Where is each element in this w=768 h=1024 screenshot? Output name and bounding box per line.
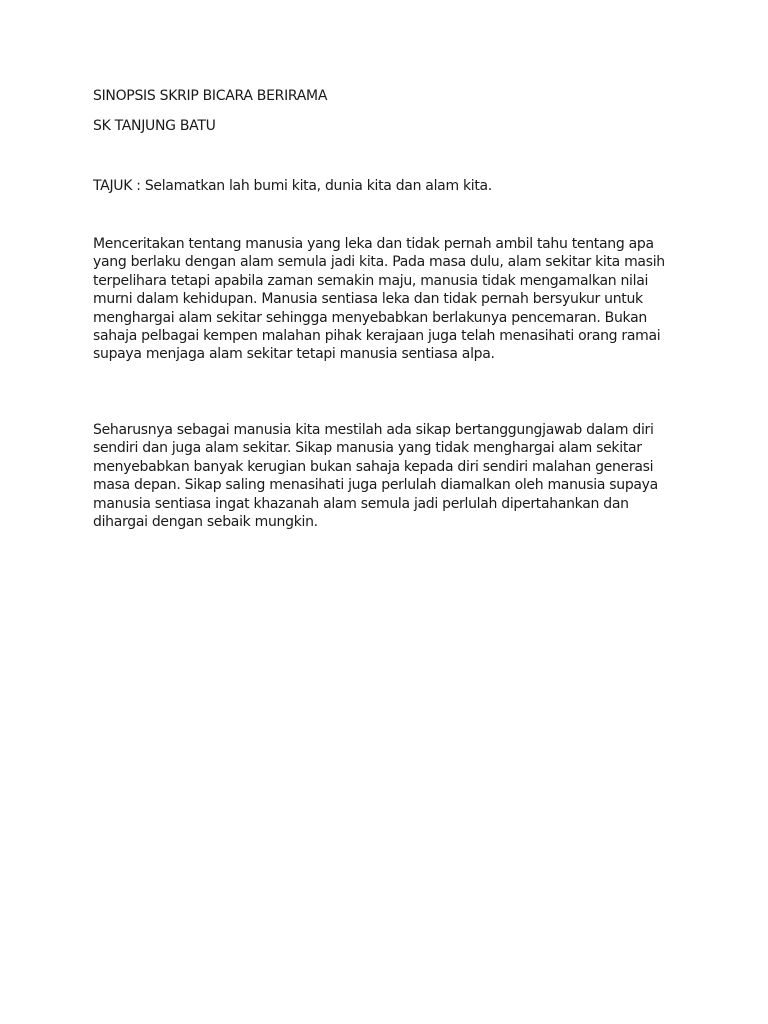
synopsis-paragraph-1: Menceritakan tentang manusia yang leka dan tidak pernah ambil tahu tentang apa yang berlaku dengan alam semula jadi kita. Pada masa dulu, alam sekitar kita masih terpelihara tetapi apabila zaman semakin maju, manusia tidak mengamalkan nilai murni dalam kehidupan. Manusia sentiasa leka dan tidak pernah bersyukur untuk menghargai alam sekitar sehingga menyebabkan berlakunya pencemaran. Bukan sahaja pelbagai kempen malahan pihak kerajaan juga telah menasihati orang ramai supaya menjaga alam sekitar tetapi manusia sentiasa alpa. bbox=[93, 236, 665, 363]
synopsis-paragraph-2: Seharusnya sebagai manusia kita mestilah ada sikap bertanggungjawab dalam diri sendiri dan juga alam sekitar. Sikap manusia yang tidak menghargai alam sekitar menyebabkan banyak kerugian bukan sahaja kepada diri sendiri malahan generasi masa depan. Sikap saling menasihati juga perlulah diamalkan oleh manusia supaya manusia sentiasa ingat khazanah alam semula jadi perlulah dipertahankan dan dihargai dengan sebaik mungkin. bbox=[93, 422, 658, 531]
school-name: SK TANJUNG BATU bbox=[93, 118, 216, 134]
document-title: SINOPSIS SKRIP BICARA BERIRAMA bbox=[93, 88, 328, 104]
tajuk-line: TAJUK : Selamatkan lah bumi kita, dunia kita dan alam kita. bbox=[93, 178, 492, 194]
